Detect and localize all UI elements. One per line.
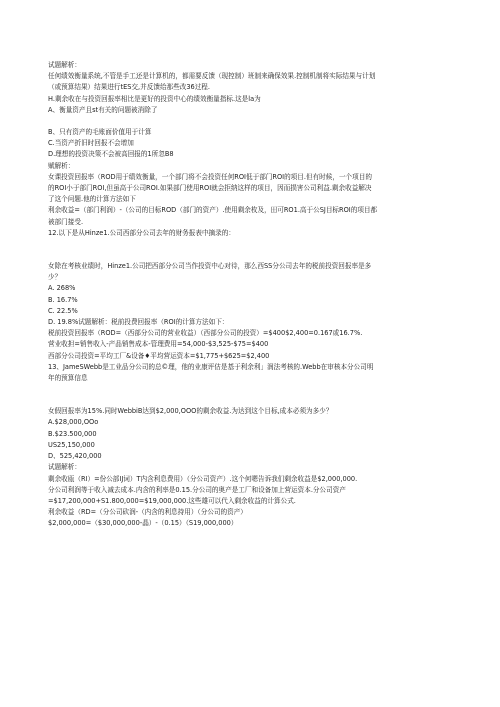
- text-line: 任何绩效衡量系统,不管是手工还是计算机的，都需要反馈（现控制）班制来确保效果.控制机制将实际结果与计划: [48, 72, 376, 81]
- spacer: [48, 239, 452, 261]
- text-line: =$17,200,000+S1.800,000=$19,000,000.这些雄可以代入剩余收益的计算公式.: [48, 496, 296, 505]
- text-line: 的ROI小于部门ROI,但虽高于公司ROI.如果部门使用ROI就会拒纳这样的项目，因而损害公司利益.剩余收益解决: [48, 184, 372, 193]
- text-line: 试题解析：: [48, 61, 81, 69]
- option-d: D、525,420,000: [48, 452, 102, 461]
- text-line: B、只有资产的毛账面价值用于计算: [48, 128, 152, 137]
- text-line: 女假回报率为15%.同时WebbiB达到$2,000,OOO的剩余收益.为达到这个目标,成本必须为多少？: [48, 407, 333, 416]
- text-line: H.剩余收在与投资回报率相比是更好的投资中心的绩效衡量指标.这是la为: [48, 94, 261, 103]
- option-c: US25,150,000: [48, 440, 95, 449]
- option-a: A.$28,000,OOo: [48, 418, 99, 427]
- text-line: 试题解析：: [48, 463, 81, 472]
- text-line: 年的预算信息: [48, 374, 88, 383]
- text-line: 营业收担=销售收入-产品销售成本-管理费用=54,000-$3,525-$75=$400: [48, 340, 269, 349]
- option-b: B.$23.500,000: [48, 429, 97, 438]
- section-2: [48, 261, 452, 384]
- text-line: 女除在考核业绩时，Hinze1.公司把西部分公司当作投资中心对待，那么西SS分公司去年的税前投资回报率是多: [48, 262, 372, 271]
- text-line: 被部门接受.: [48, 217, 84, 226]
- text-line: 女课投资回报率（ROD用于绩效衡量，一个部门将不会投资任何ROI低于部门ROI的项目.但有时候，一个项目的: [48, 172, 372, 181]
- text-line: A、衡量资产且st有关的问题被消除了: [48, 105, 158, 114]
- section-1: [48, 60, 452, 239]
- option-b: B. 16.7%: [48, 295, 78, 304]
- text-line: 赋解析：: [48, 161, 75, 170]
- spacer: [48, 384, 452, 406]
- spacer: [48, 116, 452, 127]
- question-12-title: 12.以下是从Hinze1.公司西部分公司去年的财务报表中摘录的：: [48, 228, 235, 237]
- option-a: A. 268%: [48, 284, 76, 293]
- text-line: 西部分公司投资=平均工厂&设备♦平均营运资本=$1,775+$625=$2,400: [48, 351, 270, 360]
- text-line: 税前投资回报率（ROD=（西部分公司的营业收益）（西部分公司的投资）=$400$2,400=0.167或16.7%.: [48, 329, 363, 338]
- text-line: （或预算结果）结果进行tES交,并反馈给那些改36过程.: [48, 83, 210, 92]
- text-line: 了这个问题.他的计算方法如下: [48, 195, 136, 204]
- text-line: D.理想的投资决策不会被高回报的1所忽B8: [48, 150, 174, 159]
- text-line: 分公司利润等于收入减去成本.内含的利率是0.15.分公司的奥产是工厂和设备加上营运资本.分公司资产: [48, 485, 346, 494]
- option-c: C. 22.5%: [48, 306, 78, 315]
- text-line: 利余收益（RD=（分公司砍润-（内含的利息持用）（分公司的资产）: [48, 508, 247, 517]
- text-line: 少？: [48, 273, 62, 282]
- option-d: D. 19.8%试题解析：税前投费回报率（ROI的计算方法如下：: [48, 318, 229, 327]
- text-line: $2,000,000=（$30,000,000-晶）-（0.15）（S19,000,000）: [48, 519, 238, 528]
- text-line: C.当资产折旧时回报不会增加: [48, 139, 134, 148]
- text-line: 利余收益=（部门利润）-（公司的目标ROD（部门的资产）.使用剩余枚及，田可RO1.高于公SJ目标ROI的项目都: [48, 206, 378, 215]
- text-line: 剩余收瓯（RI）=份公部IJ词）T内含利息费用）（分公司资产）.这个何嗯告诉我们剩余收益是$2,000,000.: [48, 474, 358, 483]
- section-3: [48, 406, 452, 529]
- question-13-title: 13、JameSWebb是工业品分公司的总©理，他的业康评估是基于利余利」润法考核的.Webb在审核本分公司明: [48, 362, 374, 371]
